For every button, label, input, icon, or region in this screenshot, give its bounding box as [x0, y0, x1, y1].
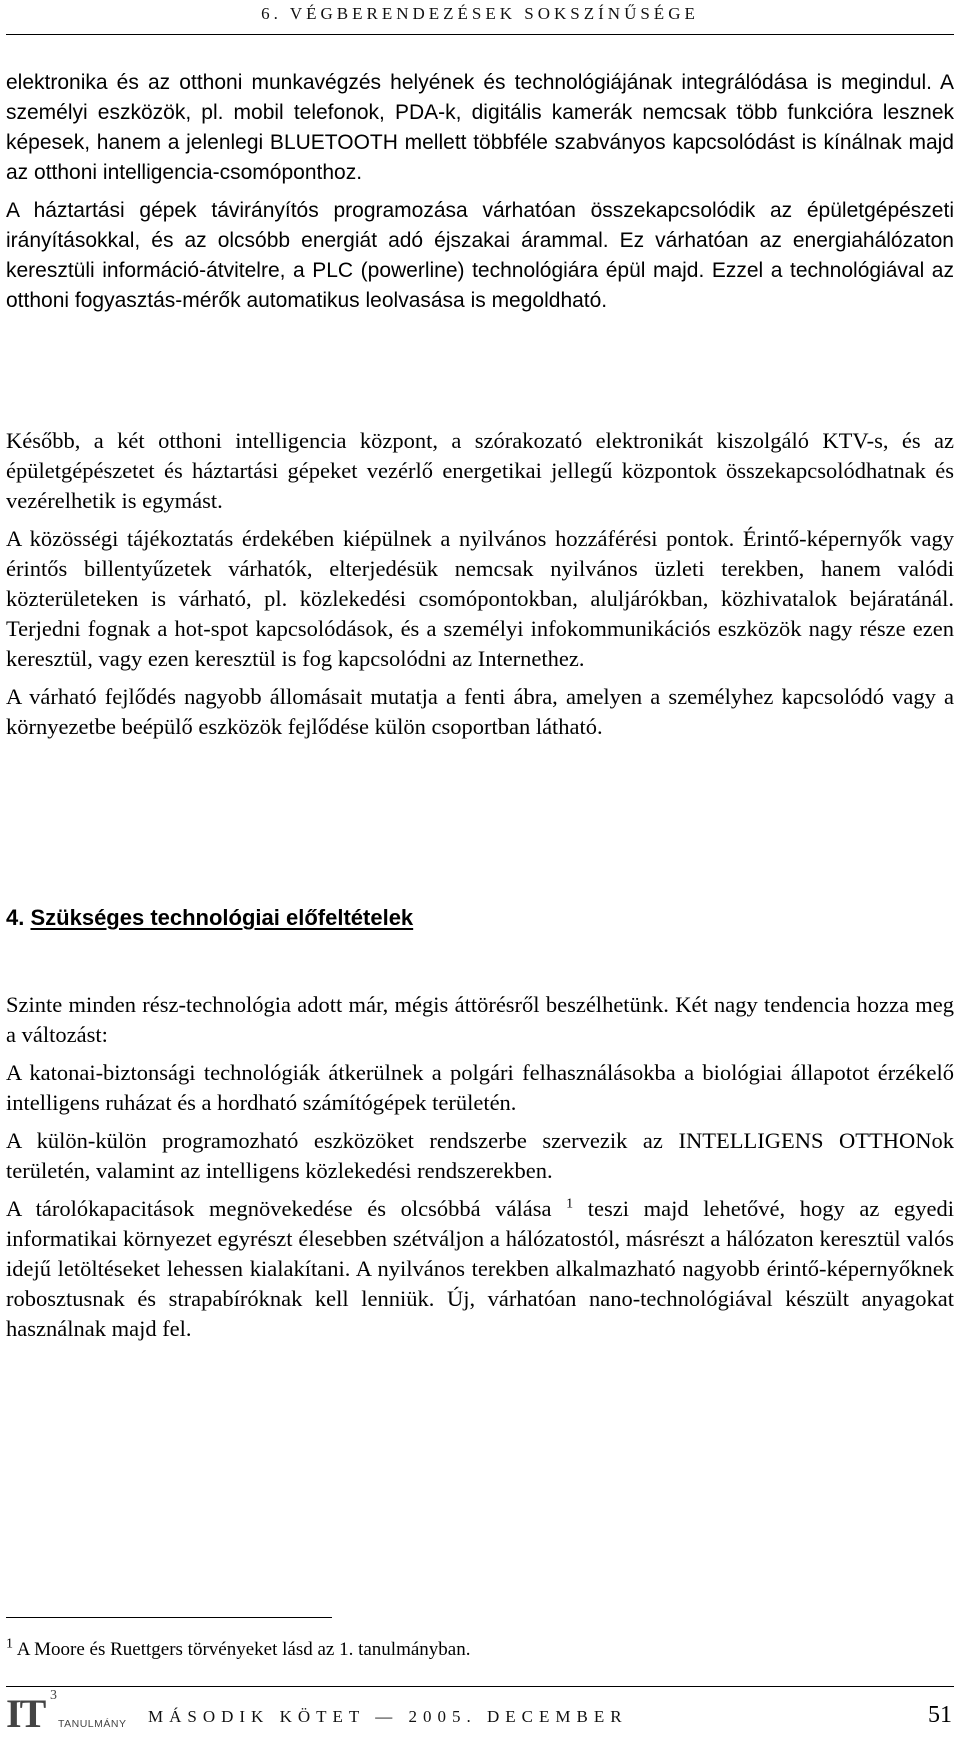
paragraph-7: A katonai-biztonsági technológiák átkerülnek a polgári felhasználásokba a biológiai állapotot érzékelő intelligens ruházat és a hordható számítógépek területén. — [6, 1060, 954, 1115]
footnote — [6, 1636, 471, 1661]
logo-superscript: 3 — [50, 1688, 57, 1703]
page-number: 51 — [928, 1702, 952, 1728]
header-rule — [6, 34, 954, 35]
footer-rule — [6, 1686, 954, 1687]
section-heading — [6, 905, 413, 931]
logo-subtitle: TANULMÁNY — [58, 1718, 127, 1730]
paragraph-8-end: ok területén, valamint az intelligens közlekedési rendszerekben. — [6, 1128, 955, 1183]
paragraph-1: elektronika és az otthoni munkavégzés helyének és technológiájának integrálódása is megindul. A személyi eszközök, pl. mobil telefonok, PDA-k, digitális kamerák nemcsak több funkcióra lesznek képesek, hanem a jelenlegi BLUETOOTH mellett többféle szabványos kapcsolódást is kínálnak majd az otthoni intelligencia-csomóponthoz. — [6, 71, 954, 184]
it3-logo — [6, 1688, 142, 1740]
paragraph-9 — [6, 1194, 954, 1344]
footnote-reference[interactable]: 1 — [566, 1196, 574, 1212]
footer-volume-date: MÁSODIK KÖTET — 2005. DECEMBER — [148, 1707, 628, 1726]
paragraph-3: Később, a két otthoni intelligencia központ, a szórakozató elektronikát kiszolgáló KTV-s, és az épületgépészetet és háztartási gépeket vezérlő energetikai jellegű központok összekapcsolódhatnak és vezérelhetik is egymást. — [6, 428, 954, 513]
running-header — [0, 4, 960, 24]
running-header-text: 6. VÉGBERENDEZÉSEK SOKSZÍNŰSÉGE — [261, 4, 699, 23]
section-title: Szükséges technológiai előfeltételek — [30, 905, 414, 930]
paragraph-9-end: teszi majd lehetővé, hogy az egyedi informatikai környezet egyrészt élesebben szétváljon a hálózatostól, másrészt a hálózaton keresztül valós idejű letöltéseket lehessen kialakítani. A nyilvános terekben alkalmazható nagyobb érintő-képernyőknek robosztusnak és strapabíróknak kell lenniük. Új, várhatóan nano-technológiával készült anyagokat használnak majd fel. — [6, 1196, 954, 1341]
paragraph-4: A közösségi tájékoztatás érdekében kiépülnek a nyilvános hozzáférési pontok. Érintő-képernyők vagy érintős billentyűzetek várhatók, elterjedésük nemcsak nyilvános üzleti terekben, hanem valódi közterületeken is várható, pl. közlekedési csomópontokban, aluljárókban, közhivatalok bejáratánál. Terjedni fognak a hot-spot kapcsolódások, és a személyi infokommunikációs eszközök nagy része ezen keresztül, vagy ezen keresztül is fog kapcsolódni az Internethez. — [6, 526, 954, 671]
body-block-top — [6, 68, 954, 316]
paragraph-5: A várható fejlődés nagyobb állomásait mutatja a fenti ábra, amelyen a személyhez kapcsolódó vagy a környezetbe beépülő eszközök fejlődése külön csoportban látható. — [6, 684, 954, 739]
footnote-rule — [6, 1617, 332, 1618]
paragraph-8 — [6, 1126, 954, 1186]
term-intelligent-home: INTELLIGENS OTTHON — [678, 1128, 932, 1153]
body-block-middle — [6, 426, 954, 742]
footnote-text: A Moore és Ruettgers törvényeket lásd az 1. tanulmányban. — [16, 1639, 471, 1660]
footnote-number: 1 — [6, 1636, 13, 1652]
logo-mark: IT — [6, 1691, 45, 1736]
paragraph-6: Szinte minden rész-technológia adott már, mégis áttörésről beszélhetünk. Két nagy tendencia hozza meg a változást: — [6, 992, 954, 1047]
paragraph-2: A háztartási gépek távirányítós programozása várhatóan összekapcsolódik az épületgépészeti irányításokkal, és az olcsóbb energiát adó éjszakai árammal. Ez várhatóan az energiahálózaton keresztüli információ-átvitelre, a PLC (powerline) technológiára épül majd. Ezzel a technológiával az otthoni fogyasztás-mérők automatikus leolvasása is megoldható. — [6, 199, 954, 312]
body-block-section — [6, 990, 954, 1344]
section-number: 4. — [6, 905, 25, 930]
footer-text — [148, 1707, 628, 1727]
paragraph-8-start: A külön-külön programozható eszközöket rendszerbe szervezik az — [6, 1128, 663, 1153]
paragraph-9-start: A tárolókapacitások megnövekedése és olcsóbbá válása — [6, 1196, 552, 1221]
